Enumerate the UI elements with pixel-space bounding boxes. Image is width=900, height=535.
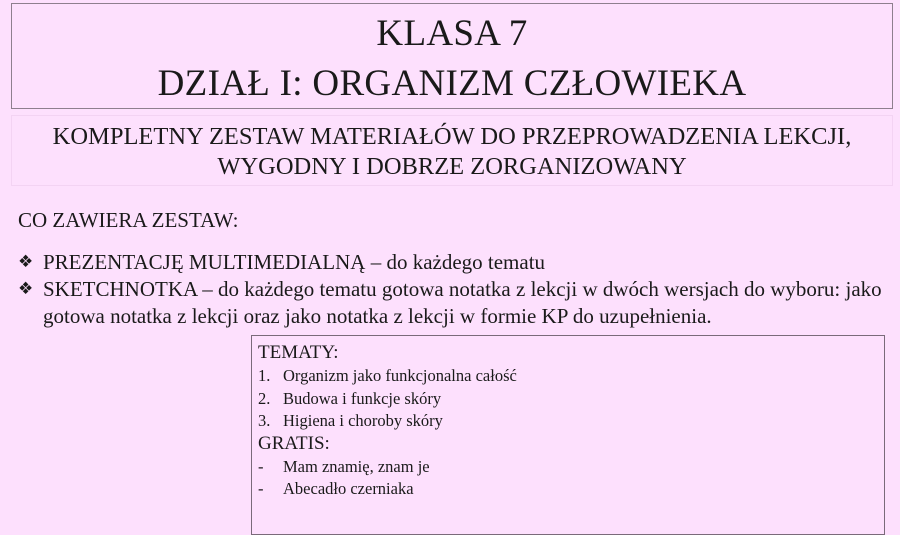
bonus-label: Mam znamię, znam je [283,456,430,476]
dash-marker: - [258,456,264,476]
topics-heading: TEMATY: [258,342,339,363]
list-number: 3. [258,411,271,430]
feature-item-sketchnote [18,276,888,330]
subtitle-box [11,115,893,186]
bonus-label: Abecadło czerniaka [283,479,414,498]
diamond-bullet-icon: ❖ [18,279,34,299]
list-number: 1. [258,366,271,385]
title-box [11,3,893,109]
topic-item [258,388,884,411]
title-section: DZIAŁ I: ORGANIZM CZŁOWIEKA [157,63,747,104]
feature-item-presentation [18,249,888,276]
bonus-item [258,478,884,501]
topic-label: Budowa i funkcje skóry [283,388,442,408]
title-grade: KLASA 7 [376,13,528,54]
subtitle-line-2: WYGODNY I DOBRZE ZORGANIZOWANY [217,153,687,180]
bonus-item [258,456,884,479]
feature-list [18,249,888,330]
topics-box [251,335,885,535]
topic-label: Higiena i choroby skóry [283,411,443,430]
topic-item [258,365,884,388]
topic-item [258,410,884,433]
subtitle-line-1: KOMPLETNY ZESTAW MATERIAŁÓW DO PRZEPROWADZENIA LEKCJI, [52,123,852,150]
dash-marker: - [258,479,264,498]
diamond-bullet-icon: ❖ [18,252,34,272]
list-number: 2. [258,388,271,408]
feature-text: SKETCHNOTKA – do każdego tematu gotowa notatka z lekcji w dwóch wersjach do wyboru: jako gotowa notatka z lekcji oraz jako notatka z lekcji w formie KP do uzupełnienia. [43,277,882,328]
bonus-heading: GRATIS: [258,432,330,454]
topic-label: Organizm jako funkcjonalna całość [283,366,517,385]
feature-text: PREZENTACJĘ MULTIMEDIALNĄ – do każdego tematu [43,250,546,274]
contents-heading: CO ZAWIERA ZESTAW: [18,208,239,232]
